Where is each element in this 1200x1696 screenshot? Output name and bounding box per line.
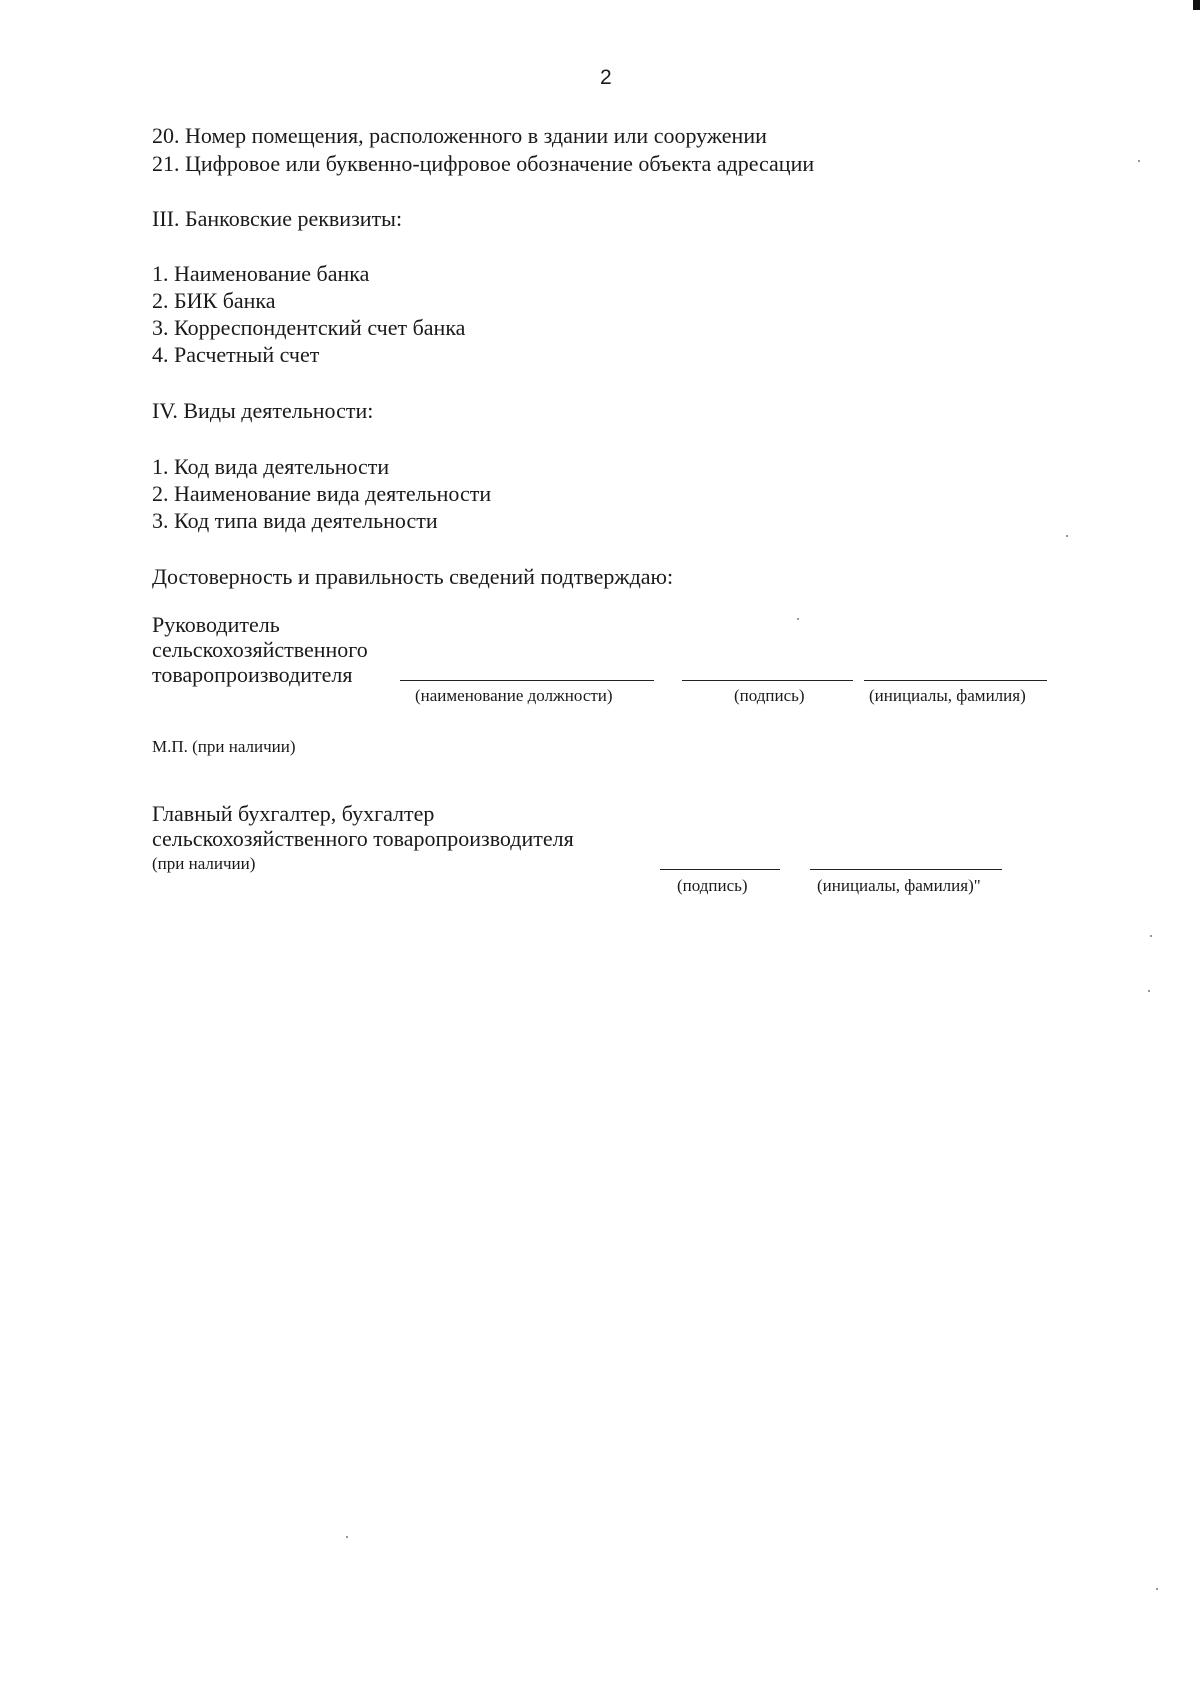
bank-item: 3. Корреспондентский счет банка	[152, 315, 466, 340]
accountant-caption-signature: (подпись)	[677, 876, 748, 895]
accountant-signature-line	[660, 869, 780, 870]
caption-position: (наименование должности)	[415, 686, 613, 705]
head-title-line: товаропроизводителя	[152, 662, 353, 687]
accountant-caption-name: (инициалы, фамилия)"	[817, 876, 981, 895]
scan-speck	[346, 1536, 348, 1538]
bank-item: 1. Наименование банка	[152, 261, 370, 286]
confirmation-text: Достоверность и правильность сведений подтверждаю:	[152, 564, 674, 589]
seal-note: М.П. (при наличии)	[152, 737, 296, 756]
caption-signature: (подпись)	[734, 686, 805, 705]
bank-item: 2. БИК банка	[152, 288, 276, 313]
head-signature-line	[682, 680, 853, 681]
head-title-line: Руководитель	[152, 612, 280, 637]
scan-speck	[1148, 990, 1150, 992]
accountant-title-line: Главный бухгалтер, бухгалтер	[152, 801, 435, 826]
activity-item: 3. Код типа вида деятельности	[152, 508, 438, 533]
bank-section-heading: III. Банковские реквизиты:	[152, 206, 403, 231]
accountant-name-line	[810, 869, 1002, 870]
activity-section-heading: IV. Виды деятельности:	[152, 398, 374, 423]
scan-edge-mark	[1193, 0, 1200, 10]
scan-speck	[797, 618, 799, 620]
scan-speck	[1066, 535, 1068, 537]
bank-item: 4. Расчетный счет	[152, 342, 320, 367]
head-title-line: сельскохозяйственного	[152, 637, 368, 662]
scan-speck	[1138, 160, 1140, 162]
caption-name: (инициалы, фамилия)	[869, 686, 1026, 705]
position-signature-line	[400, 680, 654, 681]
address-item-20: 20. Номер помещения, расположенного в здании или сооружении	[152, 123, 767, 148]
activity-item: 1. Код вида деятельности	[152, 454, 390, 479]
activity-item: 2. Наименование вида деятельности	[152, 481, 492, 506]
scan-speck	[1156, 1588, 1158, 1590]
head-name-line	[864, 680, 1047, 681]
accountant-note: (при наличии)	[152, 854, 256, 873]
address-item-21: 21. Цифровое или буквенно-цифровое обозначение объекта адресации	[152, 151, 815, 176]
scan-speck	[1150, 935, 1152, 937]
page-number: 2	[600, 66, 612, 89]
accountant-title-line: сельскохозяйственного товаропроизводителя	[152, 826, 574, 851]
